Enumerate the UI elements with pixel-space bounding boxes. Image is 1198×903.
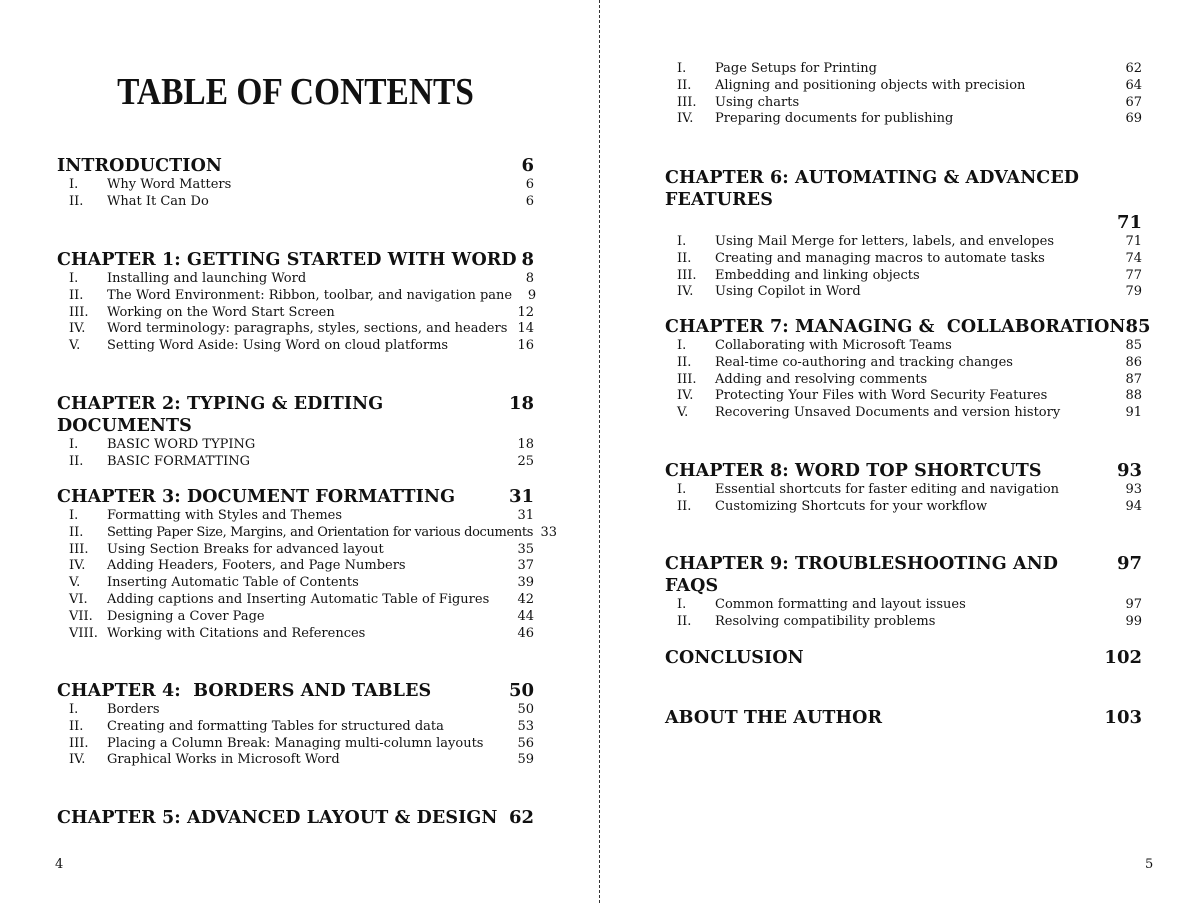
list-item[interactable] [57, 626, 534, 643]
page-spread-divider [599, 0, 600, 903]
chapter-page: 103 [1104, 707, 1142, 728]
list-item[interactable] [57, 305, 534, 322]
item-page: 59 [517, 752, 534, 768]
item-text: Customizing Shortcuts for your workflow [715, 498, 988, 514]
item-page: 67 [1125, 94, 1142, 110]
item-page: 99 [1125, 613, 1142, 629]
right-page [665, 0, 1154, 903]
page-number: 4 [55, 857, 64, 872]
item-text: Preparing documents for publishing [715, 111, 954, 127]
chapter-page: 50 [508, 680, 534, 701]
item-page: 18 [517, 437, 534, 452]
chapter-title: CHAPTER 3: DOCUMENT FORMATTING [57, 487, 456, 507]
item-page: 64 [1125, 77, 1142, 93]
item-text: Why Word Matters [107, 177, 232, 192]
item-number: I. [677, 234, 687, 249]
item-text: Embedding and linking objects [715, 267, 920, 283]
item-page: 88 [1125, 388, 1142, 404]
item-page: 74 [1125, 250, 1142, 266]
item-text: Using Section Breaks for advanced layout [107, 541, 384, 557]
item-page: 12 [517, 304, 534, 320]
item-number: VII. [69, 608, 93, 624]
item-text: Protecting Your Files with Word Security Features [715, 388, 1048, 404]
chapter-page: 85 [1125, 316, 1151, 337]
item-number: IV. [69, 321, 86, 337]
list-item[interactable] [665, 597, 1142, 614]
chapter-page: 8 [521, 249, 534, 270]
chapter-page: 31 [508, 486, 534, 507]
chapter-heading-row[interactable] [665, 460, 1142, 482]
item-text: Adding captions and Inserting Automatic Table of Figures [107, 591, 490, 607]
item-page: 9 [527, 287, 537, 303]
item-number: II. [677, 77, 692, 93]
left-page [55, 0, 558, 903]
item-page: 39 [517, 575, 534, 591]
list-item[interactable] [665, 499, 1142, 516]
chapter-heading-row[interactable] [57, 249, 534, 271]
item-page: 33 [540, 524, 558, 540]
item-text: Collaborating with Microsoft Teams [715, 338, 952, 353]
list-item[interactable] [57, 592, 534, 609]
list-item[interactable] [57, 177, 534, 194]
item-page: 79 [1125, 284, 1142, 300]
item-page: 69 [1125, 111, 1142, 127]
item-number: II. [69, 287, 84, 303]
item-number: III. [677, 94, 697, 110]
list-item[interactable] [57, 609, 534, 626]
toc-section-chapter-8 [665, 460, 1142, 516]
list-item[interactable] [57, 287, 537, 305]
item-page: 97 [1125, 597, 1142, 612]
list-item[interactable] [57, 321, 534, 338]
item-text: Aligning and positioning objects with precision [715, 77, 1026, 93]
item-number: II. [69, 524, 84, 540]
toc-section-chapter-5 [57, 807, 534, 829]
toc-section-chapter-5-continued [665, 61, 1142, 128]
list-item[interactable] [665, 614, 1142, 631]
chapter-heading-row[interactable] [57, 680, 534, 702]
list-item[interactable] [57, 508, 534, 525]
list-item[interactable] [665, 95, 1142, 112]
item-page: 25 [517, 453, 534, 469]
list-item[interactable] [57, 454, 534, 471]
list-item[interactable] [665, 388, 1142, 405]
item-number: I. [677, 338, 687, 353]
item-text: Adding and resolving comments [715, 371, 928, 387]
item-number: III. [69, 304, 89, 320]
item-number: V. [69, 575, 81, 591]
item-text: What It Can Do [107, 193, 209, 209]
chapter-title: CHAPTER 6: AUTOMATING & ADVANCED FEATURES [665, 168, 1080, 210]
item-text: Setting Word Aside: Using Word on cloud platforms [107, 338, 449, 354]
item-text: The Word Environment: Ribbon, toolbar, and navigation pane [107, 287, 513, 303]
item-number: III. [677, 267, 697, 283]
chapter-heading-row[interactable] [665, 316, 1151, 338]
item-text: Recovering Unsaved Documents and version history [715, 405, 1061, 421]
list-item[interactable] [57, 719, 534, 736]
chapter-title: CHAPTER 9: TROUBLESHOOTING AND FAQS [665, 554, 1059, 596]
list-item[interactable] [665, 405, 1142, 422]
list-item[interactable] [57, 524, 558, 542]
list-item[interactable] [665, 284, 1142, 301]
chapter-title: CHAPTER 1: GETTING STARTED WITH WORD [57, 250, 517, 270]
item-text: Installing and launching Word [107, 271, 307, 286]
item-text: Designing a Cover Page [107, 608, 265, 624]
list-item[interactable] [57, 338, 534, 355]
item-text: Word terminology: paragraphs, styles, sections, and headers [107, 321, 508, 337]
item-page: 44 [517, 608, 534, 624]
item-number: I. [69, 437, 79, 452]
item-page: 71 [1125, 234, 1142, 249]
item-number: II. [677, 354, 692, 370]
toc-section-chapter-9 [665, 553, 1142, 631]
item-text: Resolving compatibility problems [715, 613, 936, 629]
item-number: I. [69, 177, 79, 192]
list-item[interactable] [665, 355, 1142, 372]
list-item[interactable] [57, 542, 534, 559]
item-page: 31 [517, 508, 534, 523]
item-page: 8 [525, 271, 534, 286]
item-text: Adding Headers, Footers, and Page Numbers [107, 558, 406, 574]
item-number: I. [69, 271, 79, 286]
item-text: Using charts [715, 94, 800, 110]
item-text: Page Setups for Printing [715, 61, 877, 76]
chapter-title: INTRODUCTION [57, 156, 223, 176]
item-number: II. [677, 250, 692, 266]
item-text: Placing a Column Break: Managing multi-column layouts [107, 735, 484, 751]
item-page: 77 [1125, 267, 1142, 283]
chapter-heading-row[interactable] [57, 393, 534, 437]
item-text: Working on the Word Start Screen [107, 304, 335, 320]
item-page: 42 [517, 591, 534, 607]
item-number: II. [677, 498, 692, 514]
chapter-heading-row[interactable] [57, 486, 534, 508]
item-text: Graphical Works in Microsoft Word [107, 752, 340, 768]
item-number: III. [69, 735, 89, 751]
chapter-title: CONCLUSION [665, 648, 804, 668]
item-text: Working with Citations and References [107, 625, 366, 641]
list-item[interactable] [57, 736, 534, 753]
chapter-page: 102 [1104, 647, 1142, 668]
item-page: 93 [1125, 482, 1142, 497]
item-number: II. [69, 453, 84, 469]
chapter-title: CHAPTER 5: ADVANCED LAYOUT & DESIGN [57, 808, 498, 828]
toc-section-about-the-author [665, 707, 1142, 729]
toc-section-conclusion [665, 647, 1142, 669]
chapter-title: CHAPTER 8: WORD TOP SHORTCUTS [665, 461, 1042, 481]
chapter-title: CHAPTER 4: BORDERS AND TABLES [57, 681, 432, 701]
list-item[interactable] [57, 752, 534, 769]
item-text: Setting Paper Size, Margins, and Orientation for various documents [107, 524, 534, 540]
item-page: 85 [1125, 338, 1142, 353]
item-number: I. [677, 482, 687, 497]
item-number: IV. [677, 388, 694, 404]
chapter-page: 93 [1116, 460, 1142, 481]
item-text: Real-time co-authoring and tracking changes [715, 354, 1013, 370]
list-item[interactable] [665, 268, 1142, 285]
item-number: VI. [69, 591, 88, 607]
item-page: 35 [517, 541, 534, 557]
chapter-heading-row[interactable] [665, 647, 1142, 669]
list-item[interactable] [665, 78, 1142, 95]
chapter-page: 62 [508, 807, 534, 828]
toc-section-chapter-6 [665, 167, 1142, 301]
page-number: 5 [1145, 857, 1154, 872]
item-number: III. [677, 371, 697, 387]
item-page: 91 [1125, 405, 1142, 421]
list-item[interactable] [665, 372, 1142, 389]
item-number: III. [69, 541, 89, 557]
list-item[interactable] [57, 702, 534, 719]
item-page: 6 [525, 177, 534, 192]
chapter-heading-row[interactable] [665, 167, 1142, 211]
item-page: 86 [1125, 354, 1142, 370]
toc-section-introduction [57, 155, 534, 211]
item-page: 56 [517, 735, 534, 751]
chapter-heading-row[interactable] [665, 553, 1142, 597]
toc-section-chapter-7 [665, 316, 1151, 422]
item-number: I. [677, 597, 687, 612]
list-item[interactable] [665, 482, 1142, 499]
item-number: II. [677, 613, 692, 629]
chapter-page: 18 [508, 393, 534, 414]
item-text: Formatting with Styles and Themes [107, 508, 343, 523]
item-text: BASIC WORD TYPING [107, 437, 256, 452]
item-text: Common formatting and layout issues [715, 597, 966, 612]
toc-section-chapter-2 [57, 393, 534, 471]
item-page: 87 [1125, 371, 1142, 387]
item-text: Borders [107, 702, 160, 717]
item-number: IV. [69, 558, 86, 574]
list-item[interactable] [665, 338, 1142, 355]
item-number: V. [69, 338, 81, 354]
page-title: TABLE OF CONTENTS [117, 71, 474, 113]
chapter-title: ABOUT THE AUTHOR [665, 708, 883, 728]
item-page: 94 [1125, 498, 1142, 514]
list-item[interactable] [665, 251, 1142, 268]
chapter-title: CHAPTER 2: TYPING & EDITING DOCUMENTS [57, 394, 384, 436]
item-text: BASIC FORMATTING [107, 453, 250, 469]
item-number: IV. [677, 284, 694, 300]
list-item[interactable] [57, 437, 534, 454]
item-text: Inserting Automatic Table of Contents [107, 575, 359, 591]
list-item[interactable] [57, 575, 534, 592]
item-text: Creating and managing macros to automate tasks [715, 250, 1045, 266]
chapter-title: CHAPTER 7: MANAGING & COLLABORATION [665, 317, 1126, 337]
item-page: 50 [517, 702, 534, 717]
item-page: 46 [517, 625, 534, 641]
list-item[interactable] [57, 194, 534, 211]
toc-section-chapter-4 [57, 680, 534, 769]
item-page: 53 [517, 718, 534, 734]
item-page: 16 [517, 338, 534, 354]
chapter-page: 71 [1116, 212, 1142, 233]
item-number: IV. [69, 752, 86, 768]
chapter-page: 6 [521, 155, 534, 176]
item-number: II. [69, 718, 84, 734]
item-number: I. [69, 702, 79, 717]
list-item[interactable] [665, 61, 1142, 78]
toc-section-chapter-3 [57, 486, 558, 642]
list-item[interactable] [665, 111, 1142, 128]
list-item[interactable] [57, 558, 534, 575]
list-item[interactable] [665, 234, 1142, 251]
item-text: Using Copilot in Word [715, 284, 861, 300]
item-number: IV. [677, 111, 694, 127]
item-text: Creating and formatting Tables for structured data [107, 718, 444, 734]
item-number: V. [677, 405, 689, 421]
list-item[interactable] [57, 271, 534, 288]
chapter-page: 97 [1116, 553, 1142, 574]
item-text: Essential shortcuts for faster editing and navigation [715, 482, 1060, 497]
item-number: II. [69, 193, 84, 209]
item-text: Using Mail Merge for letters, labels, and envelopes [715, 234, 1054, 249]
item-number: I. [69, 508, 79, 523]
chapter-heading-row[interactable] [57, 155, 534, 177]
item-number: I. [677, 61, 687, 76]
chapter-heading-row[interactable] [665, 707, 1142, 729]
item-page: 14 [517, 321, 534, 337]
item-page: 6 [525, 193, 534, 209]
item-page: 37 [517, 558, 534, 574]
item-page: 62 [1125, 61, 1142, 76]
toc-section-chapter-1 [57, 249, 537, 355]
chapter-heading-row[interactable] [57, 807, 534, 829]
item-number: VIII. [69, 625, 98, 641]
